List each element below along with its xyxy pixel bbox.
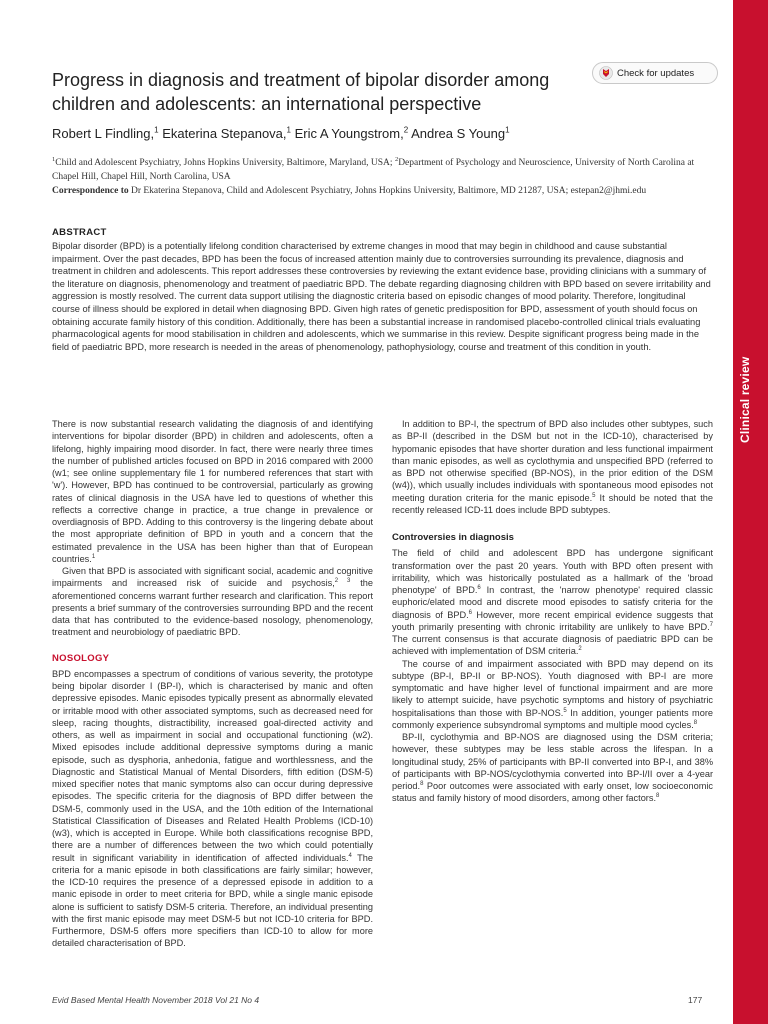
section-heading-nosology: NOSOLOGY (52, 652, 110, 664)
body-column-left (52, 418, 373, 950)
author: Andrea S Young$^1$ (411, 126, 510, 142)
body-paragraph: BP-II, cyclothymia and BP-NOS are diagnosed using the DSM criteria; however, these subtypes may be less stable across the lifespan. In a longitudinal study, 25% of participants with BP-II converted into BP-I, and 38% of participants with BP-NOS/cyclothymia converted into BP-I/II over a 4-year period.$^8$ Poor outcomes were associated with early onset, low socioeconomic status and family history of mood disorders, among other factors.$^8$ (392, 732, 713, 804)
correspondence: Correspondence to Dr Ekaterina Stepanova, Child and Adolescent Psychiatry, Johns Hopkins University, Baltimore, MD 21287, USA; estepan2@jhmi.edu (52, 186, 647, 197)
author: Ekaterina Stepanova,$^1$ (162, 126, 291, 142)
author-list (52, 126, 712, 141)
body-paragraph: The course of and impairment associated with BPD may depend on its subtype (BP-I, BP-II or BP-NOS). Youth diagnosed with BP-I are more symptomatic and have higher level of functional impairment and are more likely to attempt suicide, have psychotic symptoms and history of psychiatric hospitalisations than those with BP-NOS.$^5$ In addition, younger patients more commonly experience subsyndromal symptoms and multiple mood cycles.$^8$ (392, 658, 713, 730)
check-for-updates-button[interactable] (592, 62, 718, 84)
article-title: Progress in diagnosis and treatment of bipolar disorder among children and adolescents: an international perspective (52, 70, 550, 114)
affiliations (52, 153, 722, 198)
correspondence-label: Correspondence to (52, 186, 129, 197)
author: Eric A Youngstrom,$^2$ (294, 126, 409, 142)
check-for-updates-label: Check for updates (617, 67, 695, 79)
body-paragraph: There is now substantial research validating the diagnosis of and identifying interventions for bipolar disorder (BPD) in children and adolescents, often a lifelong, highly impairing mood disorder. In fact, there were nearly three times the number of published articles focused on BPD in 2016 compared with 2000 (w1; see online supplementary file 1 for numbered references that start with 'w'). However, BPD has continued to be controversial, particularly as growing rates of clinical diagnosis in the USA have led to questions of whether this reflects a corrective change in practice, a true change in prevalence or overdiagnosis of BPD. Adding to this controversy is the lingering debate about the most appropriate definition of BPD in youth and a concern that the estimated prevalence in the USA has been higher than that of European countries.$^1$ (52, 419, 373, 564)
body-paragraph: Given that BPD is associated with significant social, academic and cognitive impairments and increased risk of suicide and psychosis,$^{2 3}$ the aforementioned concerns warrant further research and clarification. This report presents a brief summary of the controversies surrounding BPD and the recent data that has contributed to the evidence-based nosology, phenomenology, treatment and neurobiology of paediatric BPD. (52, 566, 374, 638)
body-paragraph: In addition to BP-I, the spectrum of BPD also includes other subtypes, such as BP-II (described in the DSM but not in the ICD-10), characterised by hypomanic episodes that have shorter duration and less functional impairment than manic episodes, as well as cyclothymia and unspecified BPD (referred to as BPD not otherwise specified (BP-NOS), in the prior edition of the DSM (w4)), which usually includes individuals with spontaneous mood episodes not meeting duration criteria for the manic episode.$^5$ It should be noted that the recently released ICD-11 does include BPD subtypes. (392, 419, 713, 515)
section-heading-controversies: Controversies in diagnosis (392, 532, 514, 543)
crossmark-icon (599, 66, 613, 80)
author: Robert L Findling,$^1$ (52, 126, 159, 142)
page-number: 177 (688, 995, 703, 1005)
body-paragraph: BPD encompasses a spectrum of conditions of various severity, the prototype being bipolar disorder I (BP-I), which is characterised by manic and often depressive episodes. Manic episodes typically present as abnormally elevated or irritable mood with other associated symptoms, such as decreased need for sleep, racing thoughts, distractibility, increased goal-directed activity and others, as well as impairment in social and occupational functioning (w2). Mixed episodes include additional depressive symptoms during a manic episode, such as dysphoria, anhedonia, fatigue and worthlessness, and the Diagnostic and Statistical Manual of Mental Disorders, fifth edition (DSM-5) mixed specifier notes that manic symptoms also can occur during depressive episodes. The specific criteria for the diagnosis of BPD differ between the DSM-5, commonly used in the USA, and the 10th edition of the International Statistical Classification of Diseases and Related Health Problems (ICD-10) (w3), which is accepted in Europe. While both classifications recognise BPD, there are a number of differences between the two which could potentially result in significant variability in identification of affected individuals.$^4$ The criteria for a manic episode in both classifications are fairly similar; however, the ICD-10 requires the presence of a depressed episode in addition to a manic episode in order to meet criteria for BPD, while a single manic episode alone is sufficient to satisfy DSM-5 criteria. Therefore, an individual presenting with the first manic episode may meet DSM-5 but not ICD-10 criteria for BPD. Furthermore, DSM-5 offers more specifiers than ICD-10 to allow for more detailed characterisation of BPD. (52, 668, 373, 949)
journal-footer: Evid Based Mental Health November 2018 Vol 21 No 4 (52, 995, 260, 1005)
section-sidebar (733, 0, 768, 1024)
abstract-text: Bipolar disorder (BPD) is a potentially lifelong condition characterised by extreme changes in mood that may begin in childhood and cause substantial impairment. Over the past decades, BPD has been the focus of increased attention mainly due to controversies surrounding its prevalence, diagnosis and treatment in children and adolescents. This report addresses these controversies by reviewing the extant evidence base, providing clinicians with a summary of the literature on diagnosis, phenomenology and treatment of paediatric BPD. The debate regarding diagnosing children with BPD based on severe irritability and aggression is mostly resolved. The current data support utilising the diagnostic criteria based on episodic changes of mood polarity. Therefore, longitudinal course of illness should be explored in detail when diagnosing BPD. Given high rates of genetic predisposition for BPD, assessment of youth should focus on obtaining accurate family history of this condition. Additionally, there has been a substantial increase in randomised placebo-controlled clinical trials evaluating pharmacological agents for mood stabilisation in children and adolescents, which we summarise in this review. Despite significant progress being made in the field of paediatric BPD, more research is needed in the areas of phenomenology, pathophysiology, course and treatment of this condition in youth. (52, 241, 711, 352)
body-column-right (392, 418, 713, 805)
abstract-heading: ABSTRACT (52, 227, 107, 238)
section-label: Clinical review (738, 356, 752, 444)
affiliation-text: $^1$Child and Adolescent Psychiatry, Johns Hopkins University, Baltimore, Maryland, USA; $^2$Department of Psychology and Neuroscience, University of North Carolina at Chapel Hill, Chapel Hill, North Carolina, USA (52, 156, 695, 183)
body-paragraph: The field of child and adolescent BPD has undergone significant transformation over the past 20 years. Youth with BPD often present with irritability, which was historically postulated as a hallmark of the 'broad phenotype' of BPD.$^6$ In contrast, the 'narrow phenotype' required classic euphoric/elated mood and discrete mood episodes to satisfy criteria for the diagnosis of BPD.$^6$ However, more recent empirical evidence suggests that youth primarily presenting with chronic irritability are unlikely to have BPD.$^7$ The current consensus is that accurate diagnosis of paediatric BPD can be achieved with implementation of DSM criteria.$^2$ (392, 548, 714, 657)
